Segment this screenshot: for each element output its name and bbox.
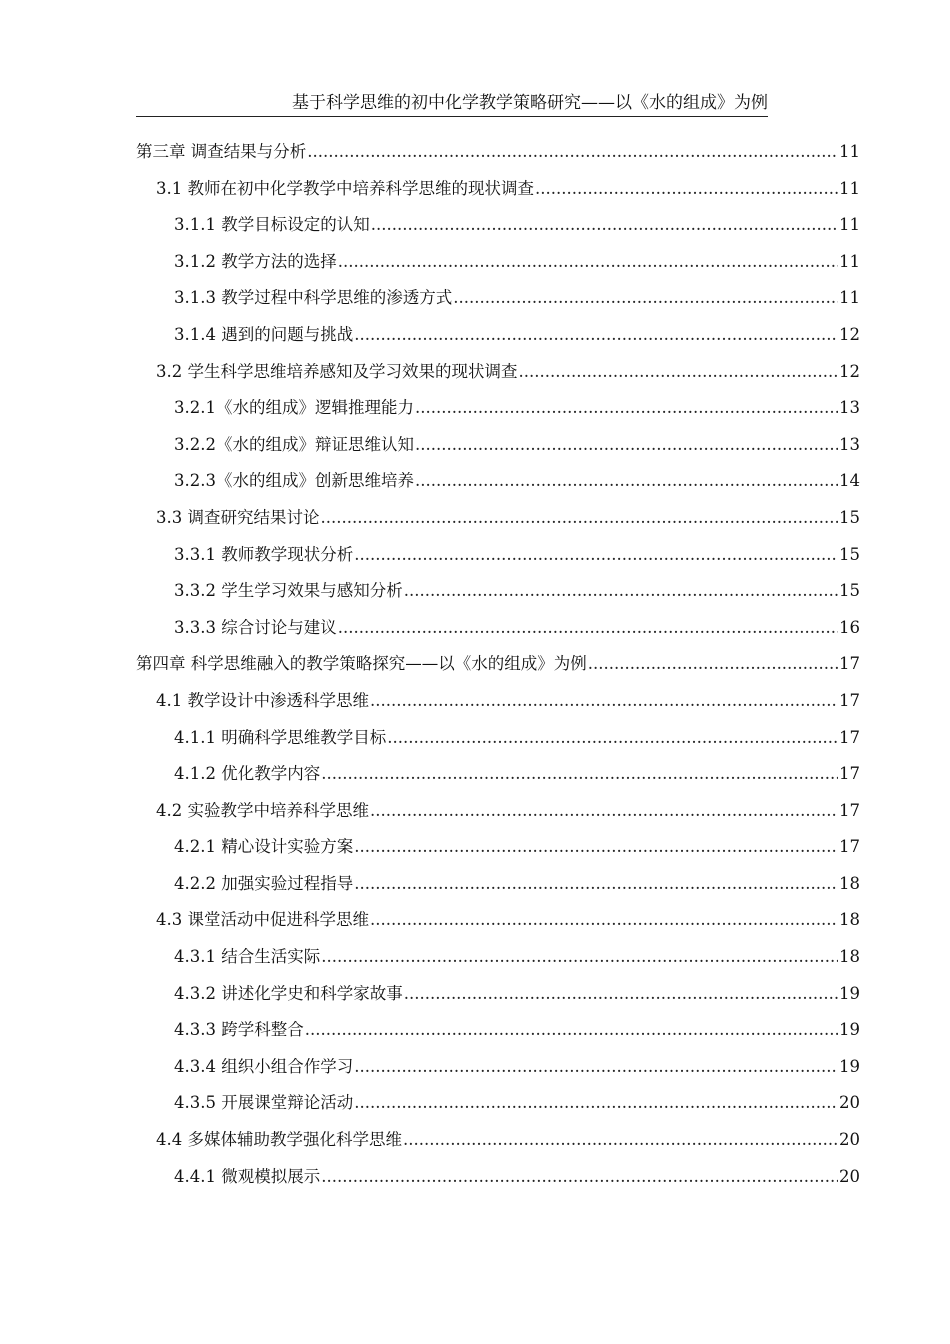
running-header: 基于科学思维的初中化学教学策略研究——以《水的组成》为例 <box>136 92 768 117</box>
toc-entry-page-number: 11 <box>839 251 860 271</box>
toc-entry-page-number: 17 <box>839 727 860 747</box>
toc-entry-title: 3.3.3 综合讨论与建议 <box>174 617 337 637</box>
toc-dot-leader <box>307 138 838 165</box>
toc-entry-page-number: 19 <box>839 1056 860 1076</box>
toc-dot-leader <box>354 541 838 568</box>
toc-entry[interactable] <box>136 284 860 321</box>
toc-entry-page-number: 11 <box>839 178 860 198</box>
toc-entry[interactable] <box>136 577 860 614</box>
toc-entry-title: 3.2.3《水的组成》创新思维培养 <box>174 471 414 491</box>
toc-entry-title: 4.2 实验教学中培养科学思维 <box>156 800 369 820</box>
toc-entry-title: 第三章 调查结果与分析 <box>136 142 307 161</box>
toc-dot-leader <box>354 1053 838 1080</box>
toc-dot-leader <box>338 248 838 275</box>
toc-entry-page-number: 19 <box>839 983 860 1003</box>
toc-entry-title: 3.3.1 教师教学现状分析 <box>174 544 354 564</box>
table-of-contents <box>136 138 860 1199</box>
toc-entry-title: 3.2 学生科学思维培养感知及学习效果的现状调查 <box>156 361 518 381</box>
toc-entry[interactable] <box>136 1016 860 1053</box>
toc-dot-leader <box>370 906 838 933</box>
toc-entry[interactable] <box>136 394 860 431</box>
toc-dot-leader <box>415 431 838 458</box>
toc-entry-page-number: 11 <box>839 288 860 308</box>
toc-dot-leader <box>370 797 838 824</box>
toc-dot-leader <box>535 175 838 202</box>
toc-entry-page-number: 15 <box>839 544 860 564</box>
toc-entry[interactable] <box>136 467 860 504</box>
toc-entry-title: 4.4 多媒体辅助教学强化科学思维 <box>156 1130 402 1150</box>
toc-entry[interactable] <box>136 943 860 980</box>
toc-entry[interactable] <box>136 321 860 358</box>
toc-entry[interactable] <box>136 175 860 212</box>
toc-entry-title: 4.1 教学设计中渗透科学思维 <box>156 690 369 710</box>
toc-dot-leader <box>403 1126 838 1153</box>
toc-entry-title: 4.3.4 组织小组合作学习 <box>174 1056 354 1076</box>
toc-entry[interactable] <box>136 358 860 395</box>
toc-entry-title: 4.1.1 明确科学思维教学目标 <box>174 727 387 747</box>
toc-entry[interactable] <box>136 870 860 907</box>
toc-entry-title: 4.1.2 优化教学内容 <box>174 764 321 784</box>
toc-entry[interactable] <box>136 1126 860 1163</box>
toc-entry-page-number: 18 <box>839 947 860 967</box>
toc-entry-page-number: 15 <box>839 507 860 527</box>
toc-entry-title: 3.2.1《水的组成》逻辑推理能力 <box>174 398 414 418</box>
toc-entry-page-number: 16 <box>839 617 860 637</box>
toc-entry-title: 3.1.4 遇到的问题与挑战 <box>174 324 354 344</box>
toc-entry-page-number: 20 <box>839 1166 860 1186</box>
toc-entry-title: 3.1.1 教学目标设定的认知 <box>174 215 370 235</box>
toc-dot-leader <box>415 467 838 494</box>
toc-dot-leader <box>453 284 838 311</box>
toc-entry[interactable] <box>136 1089 860 1126</box>
toc-dot-leader <box>404 980 838 1007</box>
toc-entry[interactable] <box>136 614 860 651</box>
toc-entry-title: 4.3.5 开展课堂辩论活动 <box>174 1093 354 1113</box>
toc-dot-leader <box>354 870 838 897</box>
toc-entry[interactable] <box>136 1163 860 1200</box>
toc-entry-page-number: 15 <box>839 581 860 601</box>
toc-entry-title: 3.3.2 学生学习效果与感知分析 <box>174 581 403 601</box>
toc-entry-page-number: 17 <box>839 764 860 784</box>
toc-dot-leader <box>354 833 838 860</box>
toc-entry[interactable] <box>136 431 860 468</box>
toc-dot-leader <box>321 1163 838 1190</box>
toc-dot-leader <box>415 394 838 421</box>
toc-entry[interactable] <box>136 248 860 285</box>
toc-entry-page-number: 11 <box>839 142 860 161</box>
toc-entry[interactable] <box>136 541 860 578</box>
toc-entry[interactable] <box>136 687 860 724</box>
toc-entry[interactable] <box>136 760 860 797</box>
toc-dot-leader <box>370 687 838 714</box>
toc-dot-leader <box>354 1089 838 1116</box>
toc-entry[interactable] <box>136 833 860 870</box>
toc-entry-page-number: 13 <box>839 434 860 454</box>
toc-entry-page-number: 18 <box>839 910 860 930</box>
toc-entry-title: 3.1.2 教学方法的选择 <box>174 251 337 271</box>
toc-dot-leader <box>404 577 838 604</box>
toc-entry[interactable] <box>136 980 860 1017</box>
toc-dot-leader <box>321 943 838 970</box>
toc-entry-title: 4.3 课堂活动中促进科学思维 <box>156 910 369 930</box>
toc-entry-page-number: 17 <box>839 654 860 674</box>
toc-entry[interactable] <box>136 504 860 541</box>
toc-entry[interactable] <box>136 906 860 943</box>
toc-entry-page-number: 18 <box>839 873 860 893</box>
toc-entry-page-number: 17 <box>839 837 860 857</box>
toc-entry-page-number: 17 <box>839 800 860 820</box>
toc-dot-leader <box>371 211 838 238</box>
toc-entry-page-number: 12 <box>839 324 860 344</box>
toc-entry-title: 3.1.3 教学过程中科学思维的渗透方式 <box>174 288 453 308</box>
toc-dot-leader <box>338 614 838 641</box>
toc-dot-leader <box>305 1016 838 1043</box>
toc-entry[interactable] <box>136 1053 860 1090</box>
toc-entry-title: 4.3.3 跨学科整合 <box>174 1020 304 1040</box>
toc-entry[interactable] <box>136 797 860 834</box>
toc-entry-title: 3.1 教师在初中化学教学中培养科学思维的现状调查 <box>156 178 534 198</box>
toc-entry-page-number: 13 <box>839 398 860 418</box>
toc-entry-title: 4.3.2 讲述化学史和科学家故事 <box>174 983 403 1003</box>
toc-entry-title: 3.3 调查研究结果讨论 <box>156 507 320 527</box>
toc-entry-page-number: 20 <box>839 1093 860 1113</box>
toc-dot-leader <box>321 504 839 531</box>
toc-entry-title: 第四章 科学思维融入的教学策略探究——以《水的组成》为例 <box>136 654 587 674</box>
toc-entry-page-number: 19 <box>839 1020 860 1040</box>
toc-dot-leader <box>588 650 838 677</box>
toc-entry-title: 4.2.1 精心设计实验方案 <box>174 837 354 857</box>
toc-dot-leader <box>321 760 838 787</box>
toc-dot-leader <box>354 321 838 348</box>
toc-dot-leader <box>519 358 839 385</box>
toc-entry[interactable] <box>136 211 860 248</box>
toc-entry-page-number: 12 <box>839 361 860 381</box>
toc-entry-page-number: 11 <box>839 215 860 235</box>
toc-entry[interactable] <box>136 724 860 761</box>
toc-entry-page-number: 20 <box>839 1130 860 1150</box>
toc-entry-title: 4.4.1 微观模拟展示 <box>174 1166 321 1186</box>
toc-entry-title: 4.3.1 结合生活实际 <box>174 947 321 967</box>
toc-entry[interactable] <box>136 650 860 687</box>
toc-entry-page-number: 17 <box>839 690 860 710</box>
toc-entry-title: 3.2.2《水的组成》辩证思维认知 <box>174 434 414 454</box>
toc-entry-page-number: 14 <box>839 471 860 491</box>
toc-entry[interactable] <box>136 138 860 175</box>
toc-entry-title: 4.2.2 加强实验过程指导 <box>174 873 354 893</box>
toc-dot-leader <box>387 724 838 751</box>
